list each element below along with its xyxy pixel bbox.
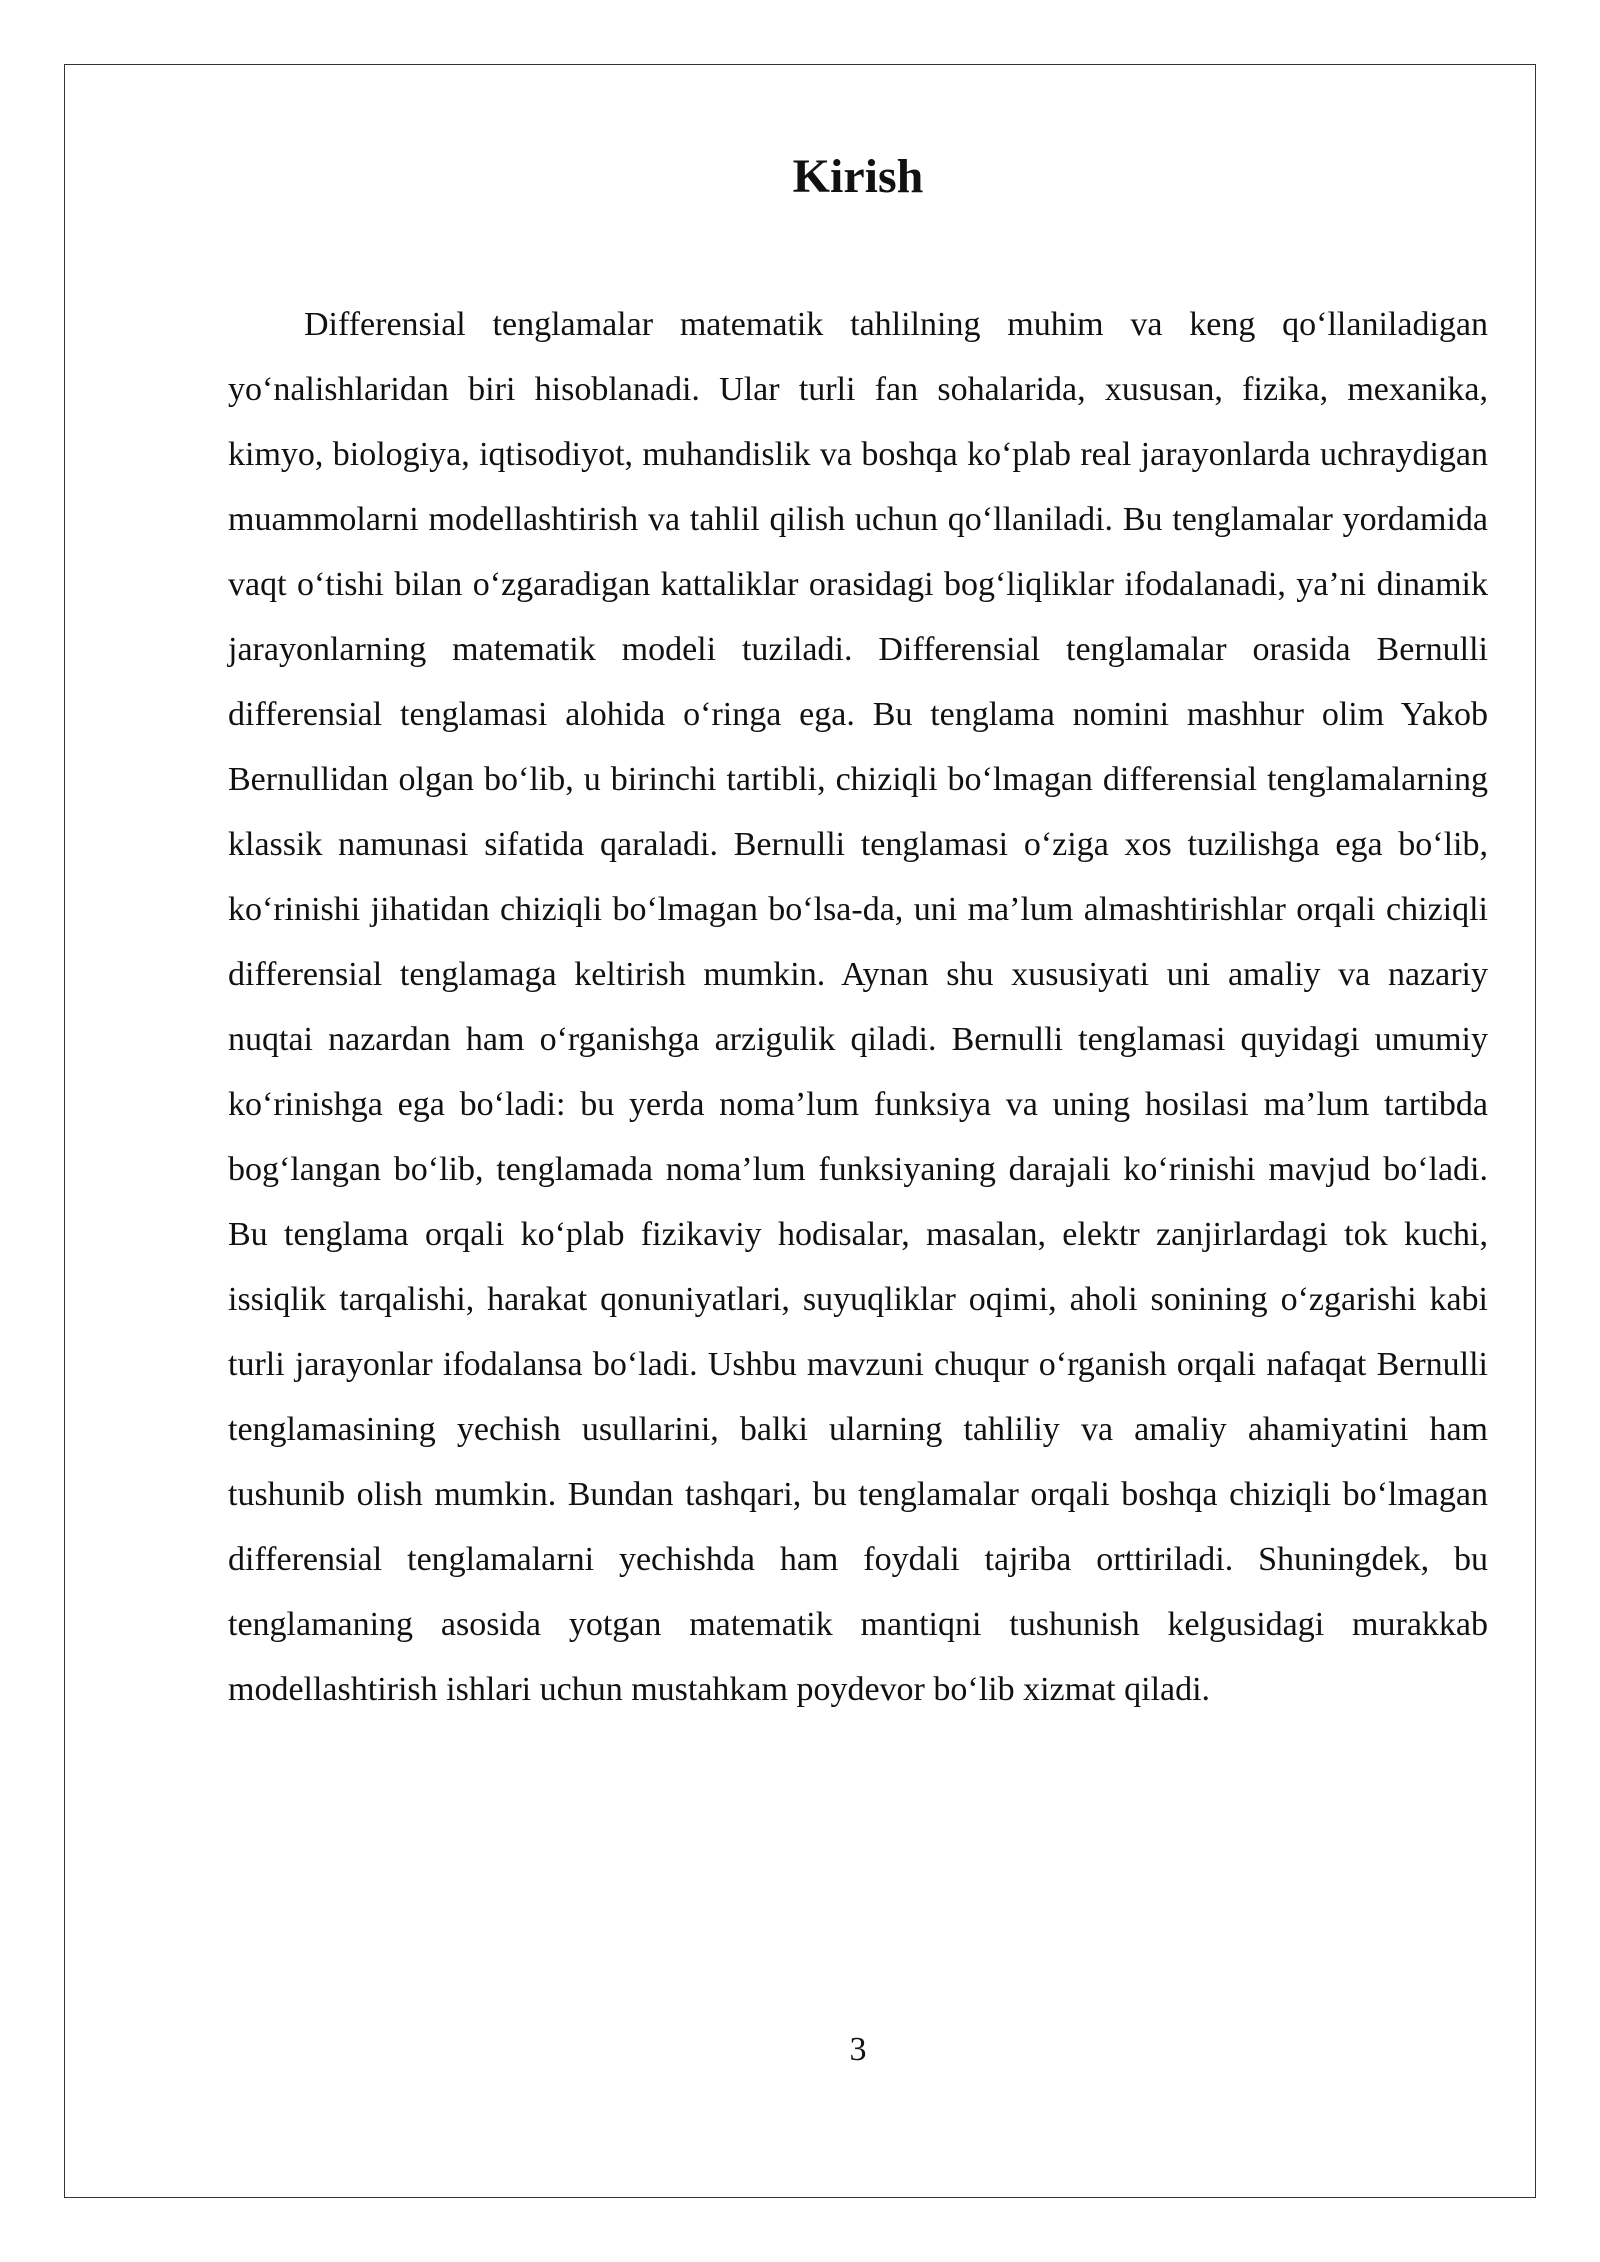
body-paragraph: Differensial tenglamalar matematik tahlilning muhim va keng qo‘llaniladigan yo‘nalishlaridan biri hisoblanadi. Ular turli fan sohalarida, xususan, fizika, mexanika, kimyo, biologiya, iqtisodiyot, muhandislik va boshqa ko‘plab real jarayonlarda uchraydigan muammolarni modellashtirish va tahlil qilish uchun qo‘llaniladi. Bu tenglamalar yordamida vaqt o‘tishi bilan o‘zgaradigan kattaliklar orasidagi bog‘liqliklar ifodalanadi, ya’ni dinamik jarayonlarning matematik modeli tuziladi. Differensial tenglamalar orasida Bernulli differensial tenglamasi alohida o‘ringa ega. Bu tenglama nomini mashhur olim Yakob Bernullidan olgan bo‘lib, u birinchi tartibli, chiziqli bo‘lmagan differensial tenglamalarning klassik namunasi sifatida qaraladi. Bernulli tenglamasi o‘ziga xos tuzilishga ega bo‘lib, ko‘rinishi jihatidan chiziqli bo‘lmagan bo‘lsa-da, uni ma’lum almashtirishlar orqali chiziqli differensial tenglamaga keltirish mumkin. Aynan shu xususiyati uni amaliy va nazariy nuqtai nazardan ham o‘rganishga arzigulik qiladi. Bernulli tenglamasi quyidagi umumiy ko‘rinishga ega bo‘ladi: bu yerda noma’lum funksiya va uning hosilasi ma’lum tartibda bog‘langan bo‘lib, tenglamada noma’lum funksiyaning darajali ko‘rinishi mavjud bo‘ladi. Bu tenglama orqali ko‘plab fizikaviy hodisalar, masalan, elektr zanjirlardagi tok kuchi, issiqlik tarqalishi, harakat qonuniyatlari, suyuqliklar oqimi, aholi sonining o‘zgarishi kabi turli jarayonlar ifodalansa bo‘ladi. Ushbu mavzuni chuqur o‘rganish orqali nafaqat Bernulli tenglamasining yechish usullarini, balki ularning tahliliy va amaliy ahamiyatini ham tushunib olish mumkin. Bundan tashqari, bu tenglamalar orqali boshqa chiziqli bo‘lmagan differensial tenglamalarni yechishda ham foydali tajriba orttiriladi. Shuningdek, bu tenglamaning asosida yotgan matematik mantiqni tushunish kelgusidagi murakkab modellashtirish ishlari uchun mustahkam poydevor bo‘lib xizmat qiladi. bbox=[228, 306, 1488, 1708]
page-title: Kirish bbox=[792, 150, 924, 203]
page-number: 3 bbox=[849, 2031, 867, 2068]
